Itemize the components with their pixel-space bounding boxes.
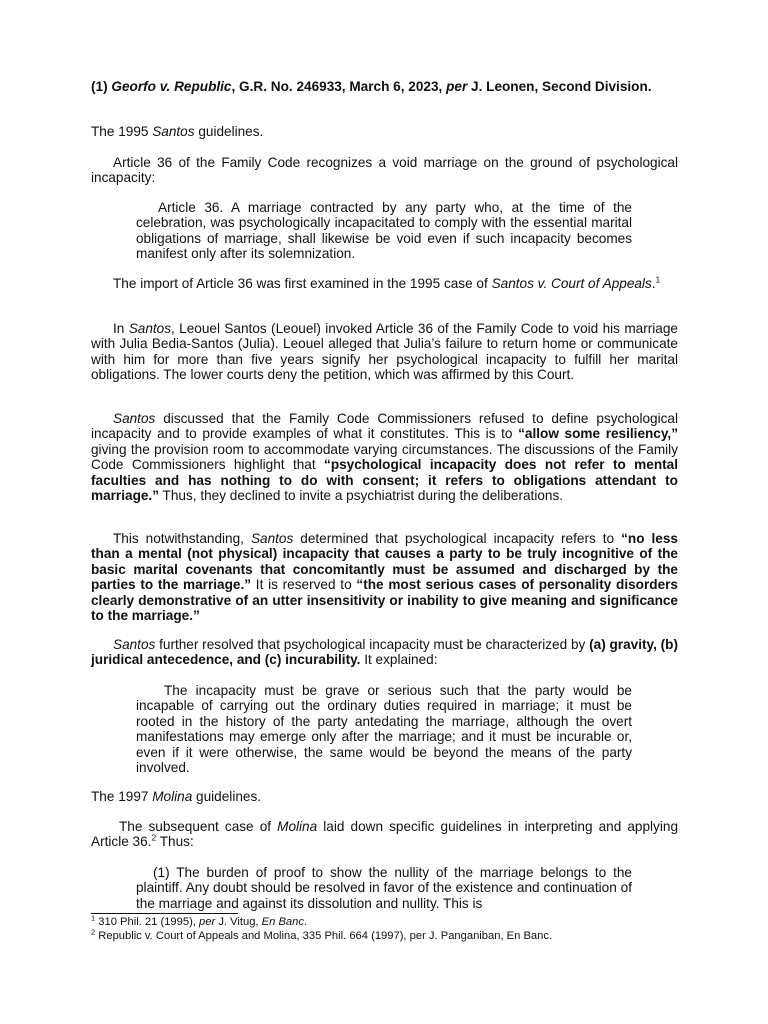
molina-section-heading [91, 789, 678, 804]
paragraph-text: The import of Article 36 was first examined in the 1995 case of [113, 276, 492, 291]
footnote-number: 2 [91, 927, 96, 937]
heading-case-name: Santos [152, 124, 195, 139]
case-name: Santos [128, 321, 172, 336]
paragraph-text: Thus, they declined to invite a psychiatrist during the deliberations. [159, 488, 564, 504]
case-name: Santos [250, 531, 294, 546]
paragraph-text: It explained: [360, 652, 438, 668]
paragraph-text: determined that psychological incapacity refers to [293, 531, 622, 546]
case-ponente: J. Leonen, Second Division. [467, 79, 652, 94]
footnote-italic: En Banc [261, 916, 304, 928]
emphasis-criteria: (a) gravity, (b) juridical antecedence, and (c) incurability. [91, 637, 678, 668]
footnote-1 [91, 913, 691, 929]
case-number: (1) [91, 79, 112, 94]
footnote-italic: per [199, 916, 216, 928]
footnote-number: 1 [91, 913, 96, 923]
paragraph-text: Thus: [156, 834, 194, 850]
quote-text: (1) The burden of proof to show the nullity of the marriage belongs to the plaintiff. Any doubt should be resolved in favor of the existence and continuation of the marriage and against its dissolution and nullity. This is [136, 865, 632, 911]
emphasis-quote: “the most serious cases of personality disorders clearly demonstrative of an utter insensitivity or inability to give meaning and significance to the marriage.” [91, 577, 678, 624]
paragraph-text: Article 36 of the Family Code recognizes a void marriage on the ground of psychological incapacity: [91, 155, 678, 186]
footnote-text: 310 Phil. 21 (1995), [95, 916, 200, 928]
emphasis-quote: “psychological incapacity does not refer to mental faculties and has nothing to do with consent; it refers to obligations attendant to marriage.” [91, 457, 678, 504]
paragraph-text: giving the provision room to accommodate varying circumstances. The discussions of the Family Code Commissioners highlight that [91, 441, 678, 473]
case-name: Georfo v. Republic [111, 79, 232, 94]
case-name: Santos [113, 637, 156, 652]
blockquote-guideline-1 [136, 865, 632, 911]
blockquote-article36 [136, 200, 632, 262]
paragraph-text: , Leouel Santos (Leouel) invoked Article 36 of the Family Code to void his marriage with Julia Bedia-Santos (Julia). Leouel alleged that Julia’s failure to return home or communicate with him for more than five years signify her psychological incapacity to fulfill her marital obligations. The lower courts deny the petition, which was affirmed by this Court. [91, 321, 678, 383]
footnote-2 [91, 927, 691, 943]
paragraph-molina [91, 819, 678, 850]
quote-text: The incapacity must be grave or serious such that the party would be incapable of carrying out the ordinary duties required in marriage; it must be rooted in the history of the party antedating the marriage, although the overt manifestations may emerge only after the marriage; and it must be incurable or, even if it were otherwise, the same would be beyond the means of the party involved. [136, 683, 632, 776]
emphasis-quote: “allow some resiliency,” [518, 426, 678, 442]
paragraph-article36-intro [91, 155, 678, 186]
case-name: Santos [113, 411, 156, 426]
footnote-text: J. Vitug, [215, 916, 262, 928]
paragraph-santos-discussed [91, 411, 678, 503]
footnote-text: Republic v. Court of Appeals and Molina, 335 Phil. 664 (1997), per J. Panganiban, En Banc. [95, 930, 553, 942]
paragraph-notwithstanding [91, 531, 678, 623]
paragraph-text: laid down specific guidelines in interpreting and applying Article 36. [91, 819, 678, 850]
footnote-text: . [303, 916, 308, 928]
case-name: Molina [277, 819, 318, 834]
paragraph-text: It is reserved to [251, 577, 357, 593]
heading-text: The 1995 [91, 124, 153, 139]
heading-text: The 1997 [91, 789, 153, 804]
footnote-ref-2[interactable]: 2 [151, 832, 157, 843]
footnote-ref-1[interactable]: 1 [655, 274, 661, 285]
santos-section-heading [91, 124, 678, 139]
heading-text: guidelines. [194, 124, 264, 139]
paragraph-text: In [113, 321, 129, 336]
paragraph-text: . [651, 276, 656, 291]
emphasis-quote: “no less than a mental (not physical) incapacity that causes a party to be truly incognitive of the basic marital covenants that concomitantly must be assumed and discharged by the parties to the marriage.” [91, 531, 678, 593]
quote-text: Article 36. A marriage contracted by any party who, at the time of the celebration, was psychologically incapacitated to comply with the essential marital obligations of marriage, shall likewise be void even if such incapacity becomes manifest only after its solemnization. [136, 200, 632, 262]
heading-text: guidelines. [192, 789, 262, 804]
paragraph-text: This notwithstanding, [113, 531, 251, 546]
case-citation: , G.R. No. 246933, March 6, 2023, [231, 79, 447, 94]
footnote-separator [91, 913, 238, 914]
paragraph-text: The subsequent case of [119, 819, 278, 834]
case-heading [91, 79, 678, 94]
heading-case-name: Molina [152, 789, 193, 804]
paragraph-import [91, 276, 678, 291]
paragraph-in-santos [91, 321, 678, 383]
case-name: Santos v. Court of Appeals [491, 276, 652, 291]
per-label: per [446, 79, 468, 94]
blockquote-incapacity [136, 683, 632, 775]
paragraph-text: discussed that the Family Code Commissioners refused to define psychological incapacity and to provide examples of what it constitutes. This is to [91, 411, 678, 442]
paragraph-santos-further [91, 637, 678, 668]
paragraph-text: further resolved that psychological incapacity must be characterized by [155, 637, 590, 652]
